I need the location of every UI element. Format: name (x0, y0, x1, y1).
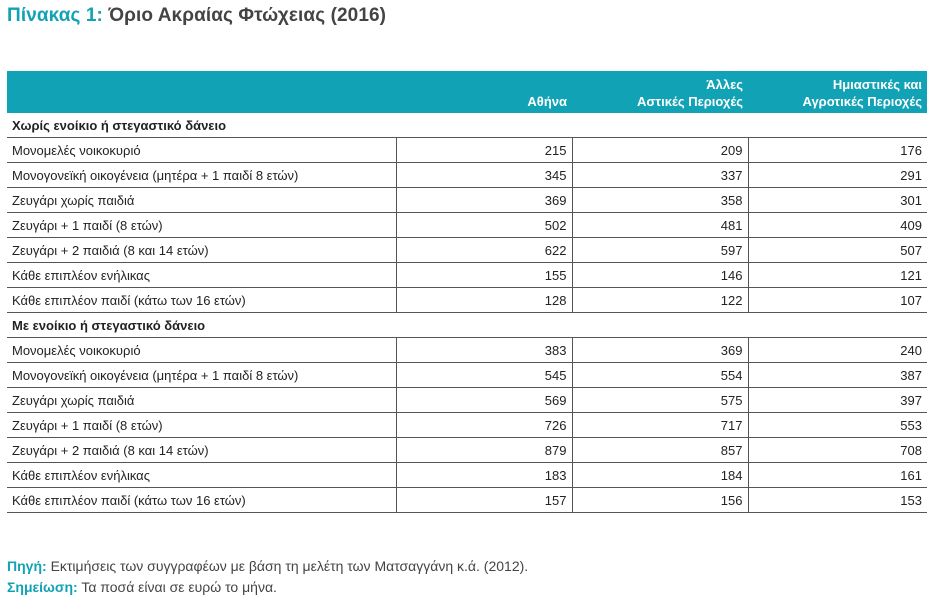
value-cell: 358 (572, 188, 748, 213)
value-cell: 708 (748, 438, 927, 463)
column-header: Αθήνα (527, 94, 567, 109)
table-body (7, 113, 927, 513)
column-header (7, 71, 396, 113)
value-cell: 717 (572, 413, 748, 438)
value-cell: 575 (572, 388, 748, 413)
section-heading: Χωρίς ενοίκιο ή στεγαστικό δάνειο (7, 113, 927, 138)
table-row (7, 463, 927, 488)
table-title-label: Πίνακας 1: (7, 5, 103, 26)
table-row (7, 263, 927, 288)
column-header (748, 71, 927, 113)
household-type-cell: Μονογονεϊκή οικογένεια (μητέρα + 1 παιδί 8 ετών) (7, 163, 396, 188)
value-cell: 301 (748, 188, 927, 213)
value-cell: 183 (396, 463, 572, 488)
table-row (7, 238, 927, 263)
household-type-cell: Ζευγάρι + 2 παιδιά (8 και 14 ετών) (7, 238, 396, 263)
household-type-cell: Κάθε επιπλέον ενήλικας (7, 263, 396, 288)
table-title (7, 5, 386, 27)
section-heading-row (7, 113, 927, 138)
table-header-row (7, 71, 927, 113)
value-cell: 397 (748, 388, 927, 413)
household-type-cell: Ζευγάρι + 1 παιδί (8 ετών) (7, 213, 396, 238)
value-cell: 153 (748, 488, 927, 513)
household-type-cell: Ζευγάρι + 2 παιδιά (8 και 14 ετών) (7, 438, 396, 463)
remark-note (7, 577, 528, 598)
value-cell: 597 (572, 238, 748, 263)
source-key: Πηγή: (7, 558, 47, 574)
value-cell: 622 (396, 238, 572, 263)
household-type-cell: Κάθε επιπλέον παιδί (κάτω των 16 ετών) (7, 488, 396, 513)
table-row (7, 213, 927, 238)
household-type-cell: Κάθε επιπλέον ενήλικας (7, 463, 396, 488)
note-text: Τα ποσά είναι σε ευρώ το μήνα. (81, 579, 277, 595)
value-cell: 209 (572, 138, 748, 163)
value-cell: 369 (396, 188, 572, 213)
section-heading-row (7, 313, 927, 338)
value-cell: 345 (396, 163, 572, 188)
section-heading: Με ενοίκιο ή στεγαστικό δάνειο (7, 313, 927, 338)
value-cell: 184 (572, 463, 748, 488)
value-cell: 554 (572, 363, 748, 388)
value-cell: 157 (396, 488, 572, 513)
value-cell: 146 (572, 263, 748, 288)
value-cell: 215 (396, 138, 572, 163)
household-type-cell: Ζευγάρι χωρίς παιδιά (7, 188, 396, 213)
table-row (7, 413, 927, 438)
value-cell: 121 (748, 263, 927, 288)
table-row (7, 363, 927, 388)
household-type-cell: Ζευγάρι χωρίς παιδιά (7, 388, 396, 413)
value-cell: 161 (748, 463, 927, 488)
table-row (7, 388, 927, 413)
column-header (572, 71, 748, 113)
table-row (7, 288, 927, 313)
value-cell: 240 (748, 338, 927, 363)
value-cell: 291 (748, 163, 927, 188)
household-type-cell: Μονογονεϊκή οικογένεια (μητέρα + 1 παιδί 8 ετών) (7, 363, 396, 388)
note-key: Σημείωση: (7, 579, 78, 595)
value-cell: 553 (748, 413, 927, 438)
value-cell: 337 (572, 163, 748, 188)
value-cell: 879 (396, 438, 572, 463)
table-notes (7, 556, 528, 598)
table-title-text: Όριο Ακραίας Φτώχειας (2016) (108, 5, 387, 26)
value-cell: 387 (748, 363, 927, 388)
table-row (7, 188, 927, 213)
column-header-text: Άλλες Αστικές Περιοχές (637, 77, 743, 109)
value-cell: 726 (396, 413, 572, 438)
table-row (7, 338, 927, 363)
value-cell: 122 (572, 288, 748, 313)
household-type-cell: Κάθε επιπλέον παιδί (κάτω των 16 ετών) (7, 288, 396, 313)
household-type-cell: Μονομελές νοικοκυριό (7, 138, 396, 163)
value-cell: 155 (396, 263, 572, 288)
source-note (7, 556, 528, 577)
table-row (7, 138, 927, 163)
poverty-threshold-table (7, 71, 927, 513)
value-cell: 369 (572, 338, 748, 363)
value-cell: 409 (748, 213, 927, 238)
table-row (7, 163, 927, 188)
value-cell: 569 (396, 388, 572, 413)
household-type-cell: Μονομελές νοικοκυριό (7, 338, 396, 363)
value-cell: 107 (748, 288, 927, 313)
value-cell: 545 (396, 363, 572, 388)
value-cell: 156 (572, 488, 748, 513)
value-cell: 128 (396, 288, 572, 313)
table-row (7, 438, 927, 463)
value-cell: 481 (572, 213, 748, 238)
source-text: Εκτιμήσεις των συγγραφέων με βάση τη μελέτη των Ματσαγγάνη κ.ά. (2012). (50, 558, 529, 574)
household-type-cell: Ζευγάρι + 1 παιδί (8 ετών) (7, 413, 396, 438)
value-cell: 176 (748, 138, 927, 163)
value-cell: 502 (396, 213, 572, 238)
column-header-text: Ημιαστικές και Αγροτικές Περιοχές (802, 77, 922, 109)
table-row (7, 488, 927, 513)
value-cell: 857 (572, 438, 748, 463)
value-cell: 383 (396, 338, 572, 363)
value-cell: 507 (748, 238, 927, 263)
